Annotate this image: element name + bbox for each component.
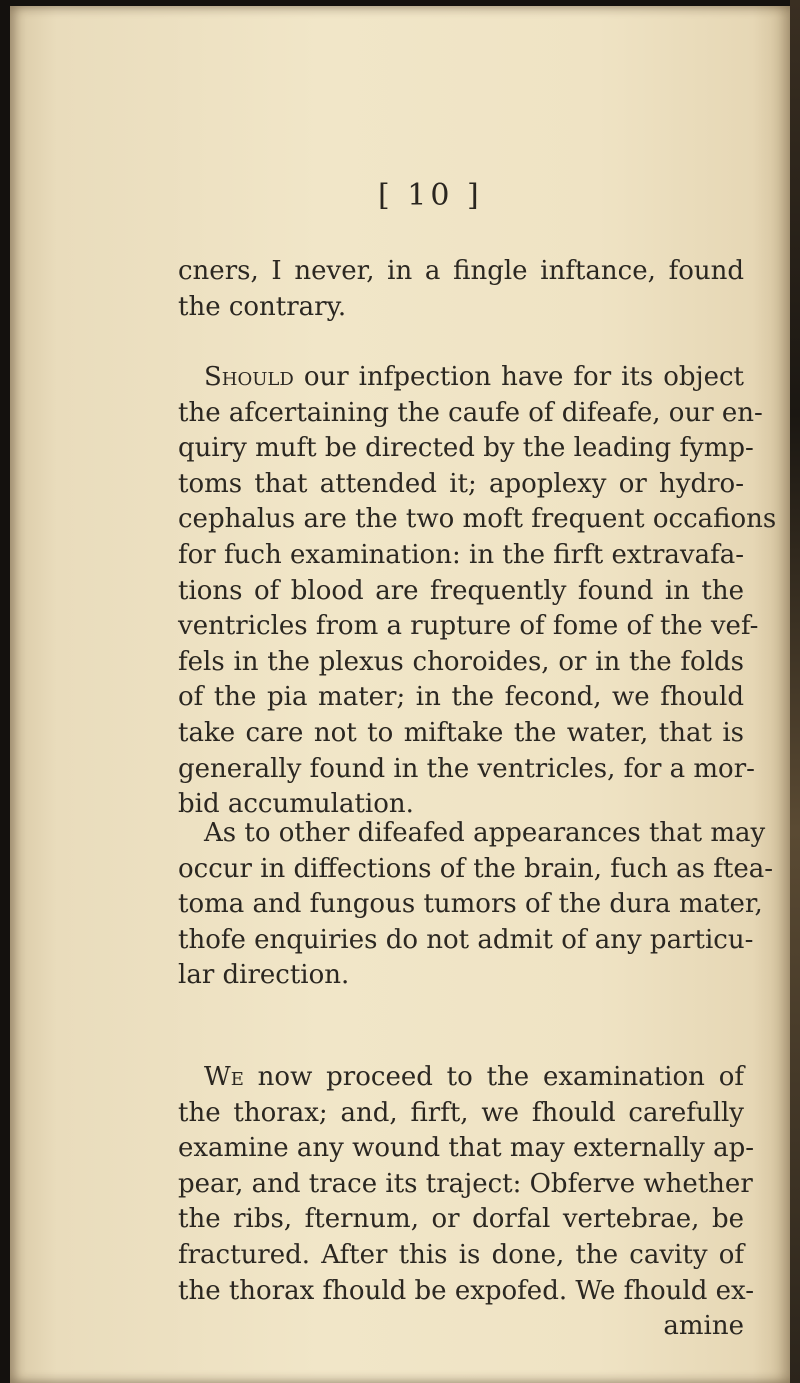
text-line: the thorax; and, firft, we fhould carefully: [178, 1097, 744, 1128]
text-line: take care not to miftake the water, that is: [178, 717, 744, 748]
paragraph-1: [178, 254, 744, 325]
page-number: [ 10 ]: [378, 178, 483, 213]
paragraph-3: [178, 816, 774, 994]
text-line: toma and fungous tumors of the dura mater,: [178, 889, 763, 920]
paragraph-2: [178, 360, 777, 823]
text-line: the thorax fhould be expofed. We fhould ex-: [178, 1275, 754, 1306]
text-line: cephalus are the two moft frequent occafions: [178, 504, 777, 535]
text-line: for fuch examination: in the firft extravafa-: [178, 539, 744, 570]
text-line: As to other difeafed appearances that may: [204, 818, 766, 848]
text-line: cners, I never, in a fingle inftance, found: [178, 256, 744, 286]
text-line: bid accumulation.: [178, 789, 414, 820]
text-line: pear, and trace its traject: Obferve whether: [178, 1168, 753, 1199]
text-line: the ribs, fternum, or dorfal vertebrae, be: [178, 1204, 744, 1235]
text-line: thofe enquiries do not admit of any particu-: [178, 924, 754, 955]
text-line: occur in diffections of the brain, fuch as ftea-: [178, 853, 774, 884]
text-line: Should our infpection have for its object: [204, 362, 744, 392]
text-line: examine any wound that may externally ap-: [178, 1133, 755, 1164]
text-line: We now proceed to the examination of: [204, 1062, 744, 1092]
text-line: fels in the plexus choroides, or in the folds: [178, 646, 744, 677]
text-line: the contrary.: [178, 291, 347, 322]
book-page: [10, 6, 792, 1383]
text-line: ventricles from a rupture of fome of the vef-: [178, 611, 759, 642]
text-line: fractured. After this is done, the cavity of: [178, 1239, 744, 1270]
text-line: of the pia mater; in the fecond, we fhould: [178, 682, 744, 713]
paragraph-4: [178, 1060, 755, 1345]
text-line: tions of blood are frequently found in the: [178, 575, 744, 606]
text-line: generally found in the ventricles, for a mor-: [178, 753, 755, 784]
text-line: toms that attended it; apoplexy or hydro-: [178, 468, 744, 499]
text-line: lar direction.: [178, 960, 350, 991]
text-line: the afcertaining the caufe of difeafe, our en-: [178, 397, 763, 428]
text-line: quiry muft be directed by the leading fymp-: [178, 433, 754, 464]
page-edge-shadow: [790, 0, 800, 1383]
catchword: amine: [663, 1311, 744, 1342]
